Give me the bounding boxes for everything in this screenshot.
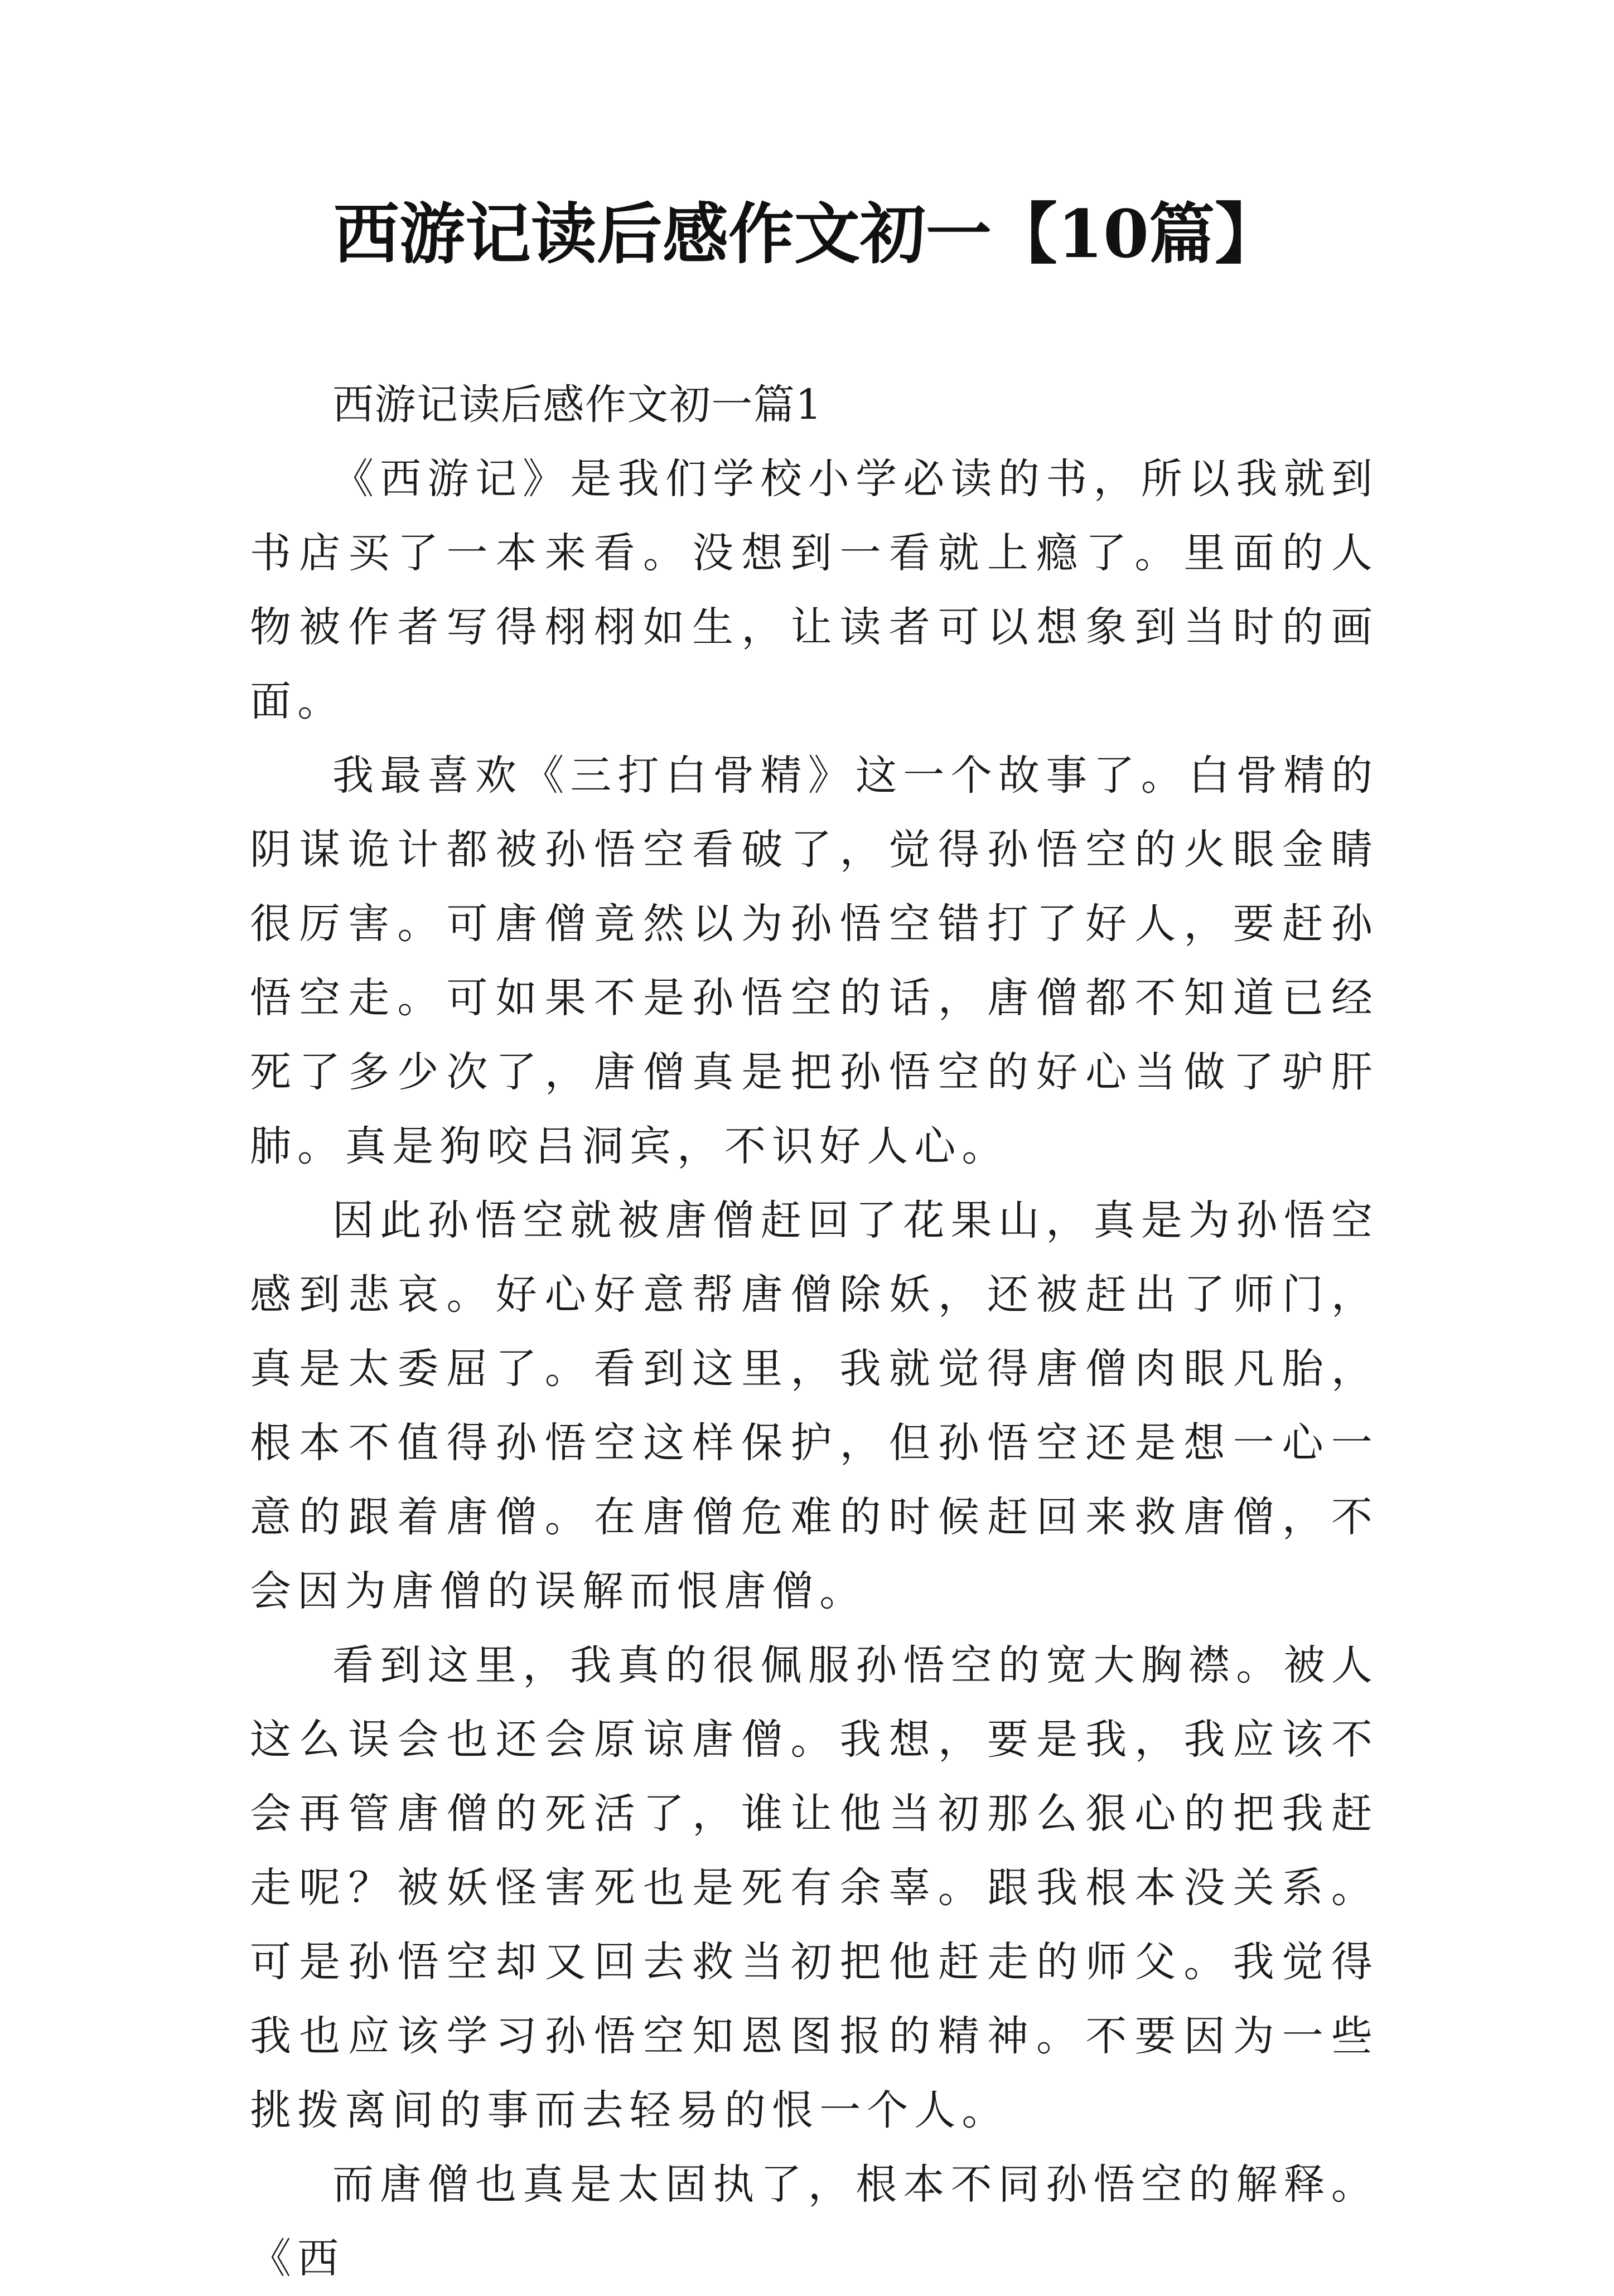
document-title: 西游记读后感作文初一【10篇】 <box>333 195 1281 273</box>
paragraph: 我最喜欢《三打白骨精》这一个故事了。白骨精的阴谋诡计都被孙悟空看破了，觉得孙悟空的火眼金睛很厉害。可唐僧竟然以为孙悟空错打了好人，要赶孙悟空走。可如果不是孙悟空的话，唐僧都不知道已经死了多少次了，唐僧真是把孙悟空的好心当做了驴肝肺。真是狗咬吕洞宾，不识好人心。 <box>250 752 1379 1170</box>
paragraph: 《西游记》是我们学校小学必读的书，所以我就到书店买了一本来看。没想到一看就上瘾了。里面的人物被作者写得栩栩如生，让读者可以想象到当时的画面。 <box>250 455 1379 725</box>
paragraph: 而唐僧也真是太固执了，根本不同孙悟空的解释。《西 <box>250 2161 1379 2283</box>
section-heading: 西游记读后感作文初一篇1 <box>332 381 823 429</box>
paragraph: 因此孙悟空就被唐僧赶回了花果山，真是为孙悟空感到悲哀。好心好意帮唐僧除妖，还被赶出了师门，真是太委屈了。看到这里，我就觉得唐僧肉眼凡胎，根本不值得孙悟空这样保护，但孙悟空还是想一心一意的跟着唐僧。在唐僧危难的时候赶回来救唐僧，不会因为唐僧的误解而恨唐僧。 <box>250 1197 1379 1615</box>
document-body <box>250 368 1379 2296</box>
paragraph: 看到这里，我真的很佩服孙悟空的宽大胸襟。被人这么误会也还会原谅唐僧。我想，要是我，我应该不会再管唐僧的死活了，谁让他当初那么狠心的把我赶走呢？被妖怪害死也是死有余辜。跟我根本没关系。可是孙悟空却又回去救当初把他赶走的师父。我觉得我也应该学习孙悟空知恩图报的精神。不要因为一些挑拨离间的事而去轻易的恨一个人。 <box>250 1641 1379 2134</box>
